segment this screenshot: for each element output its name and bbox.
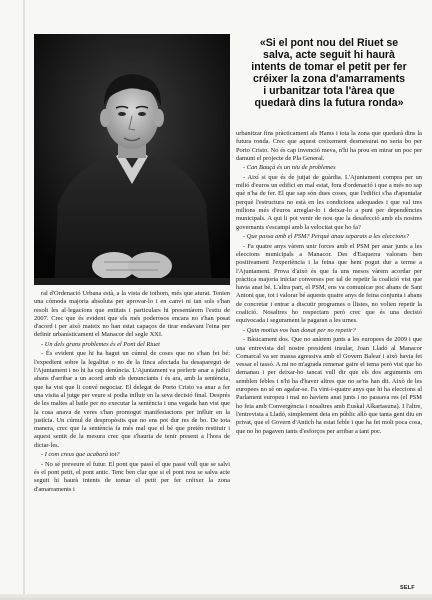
portrait-illustration xyxy=(34,34,230,285)
author-signature: SELF xyxy=(400,585,415,591)
pull-quote-line: intents de tomar el petit per fer xyxy=(251,61,407,74)
body-paragraph: - No sé preveure el futur. El pont que passí el que passi vull que se salvi és el pont petit, el pont antic. Tenc ben clar que si el pont nou se salva acte seguit hi haurà intents de tomar el petit per fer créixer la zona d'amarraments i xyxy=(34,460,230,493)
pull-quote-line: i urbanitzar tota l'àrea que xyxy=(263,85,395,98)
page-bottom-edge xyxy=(0,594,432,600)
interview-question: - Que passa amb el PSM? Perquè anau separats a les eleccions? xyxy=(243,233,410,241)
pull-quote-line: quedarà dins la futura ronda» xyxy=(254,97,404,110)
interview-question: - I com creus que acabarà tot? xyxy=(41,451,120,459)
body-paragraph: - Fa quatre anys vàrem unir forces amb el PSM per anar junts a les eleccions municipals a Manacor. Des d'Esquerra valoram ben positivament l'experiència i la feina que hem pogut dur a terme a l'Ajuntament. Prova d'això és que fa uns mesos vàrem acordar per pràctica majoria iniciar converses per tal de repetir la coalició vist que havia anat bé. L'altra part, el PSM, ens va comunicar poc abans de Sant Antoni que, tot i valorar bé aquests quatre anys de feina conjunta i abans de concretar i entrar a discutir programes o llistes, no volien repetir la coalició. Nosaltres ho respectam però crec que és una decisió equivocada i segurament la pagaran a les urnes. xyxy=(236,242,422,325)
pull-quote-line: salva, acte seguit hi haurà xyxy=(263,49,395,62)
page-binding-edge xyxy=(23,0,25,600)
portrait-photo xyxy=(34,34,230,285)
interview-question: - Un dels grans problemes és el Pont del Riuet xyxy=(41,340,160,348)
body-paragraph: - Bàsicament dos. Que no anàrem junts a les europees de 2009 i que una entrevista del nostre president insular, Joan Lladó al Manacor Comarcal va ser massa agressiva amb el Govern Balear i això havia fet vessar el tassó. A mi no m'agrada remenar gaire el tema però vist que ho demanau i per deixar-ho tancat vull dir que els dos arguments em semblen febles i n'hi ha d'haver altres que no se'ns han dit. Això de les europees no sé on agafar-se. Fa vint-i-quatre anys que hi ha eleccions al Parlament europeu i mai no haviem anat junts i no passava res (el PSM ho feia amb Convergència i nosaltres amb Euskal Alkartasuna). I l'altre, l'entrevista a Lladó, simplement deia en públic allò que tanta gent diu en privat, que el Govern d'Antich ha estat feble i que ha fet molt poca cosa, que no ho pagaven tants d'esforços per arribar a tant poc. xyxy=(236,336,422,435)
body-paragraph: urbanitzar fins pràcticament als Hams i tota la zona que quedarà dins la futura ronda. Crec que aquest creixement desmesurat no seria bo per Porto Cristo. No és cap invenció meva, n'hi ha prou en mirar un poc per damunt el projecte de Pla General. xyxy=(236,130,422,162)
interview-question: - Can Bauçà és un niu de problemes xyxy=(243,164,336,172)
right-column-text xyxy=(236,130,422,437)
body-paragraph: - És evident que hi ha hagut un cúmul de coses que no s'han fet bé: l'expedient sobre la legalitat o no de la finca afectada ha desaparegut de l'Ajuntament i no hi ha cap denúncia. L'Ajuntament va preferir anar a judici abans d'arribar a un acord amb els denunciants i és ara, amb la sentència, que ha vist que li convé negociar. El delegat de Porto Cristo va anar a fer una visita al jutge per veure si podia influir en la seva decisió final. Després de les maltes al batle per no executar la sentència i una vegada han vist que la cosa anava de veres s'han promogut manifestacions per influir en la justícia. Un cúmul de despropòsits que no ens pot dur res de bo. De tota manera, crec que la sentència fa més mal que el bé que pretén restituir i aquest sentit de la mesura crec que s'hauria de tenir present a l'hora de dictar-les. xyxy=(34,350,230,449)
interview-question: - Quin motius vos han donat per no repetir? xyxy=(243,326,356,334)
body-paragraph: - Així si que és de jutjat de guàrdia. L'Ajuntament compra per un milió d'euros un edifici en mal estat, fora d'ordenació i que a més no sap què n'ha de fer. El que sap són dues coses, que l'edifici s'ha d'apuntalar perquè l'estructura no està en les condicions adequades i que val tres milions més d'euros arreglar-lo i deixar-lo a punt per dependències municipals. A qui li pot venir de nou que la desafecció amb els nostres governants s'escampi amb la velocitat que ho fa? xyxy=(236,173,422,231)
left-column-text xyxy=(34,290,230,495)
pull-quote xyxy=(236,37,422,110)
pull-quote-line: créixer la zona d'amarraments xyxy=(252,73,406,86)
pull-quote-line: «Si el pont nou del Riuet se xyxy=(259,37,399,49)
body-paragraph: ral d'Ordenació Urbana està, a la vista de tothom, més que aturat. Tenien una còmoda majoria absoluta per aprovar-lo i en canvi ni tan sols s'han resolt les al·legacions que entitats i particulars hi presentàrem l'estiu de 2007. Crec que és evident que els més poderosos encara no s'han posat d'acord i per això mateix no han estat capaços de tirar endavant l'eina per definir urbanísticament el Manacor del segle XXI. xyxy=(34,290,230,339)
